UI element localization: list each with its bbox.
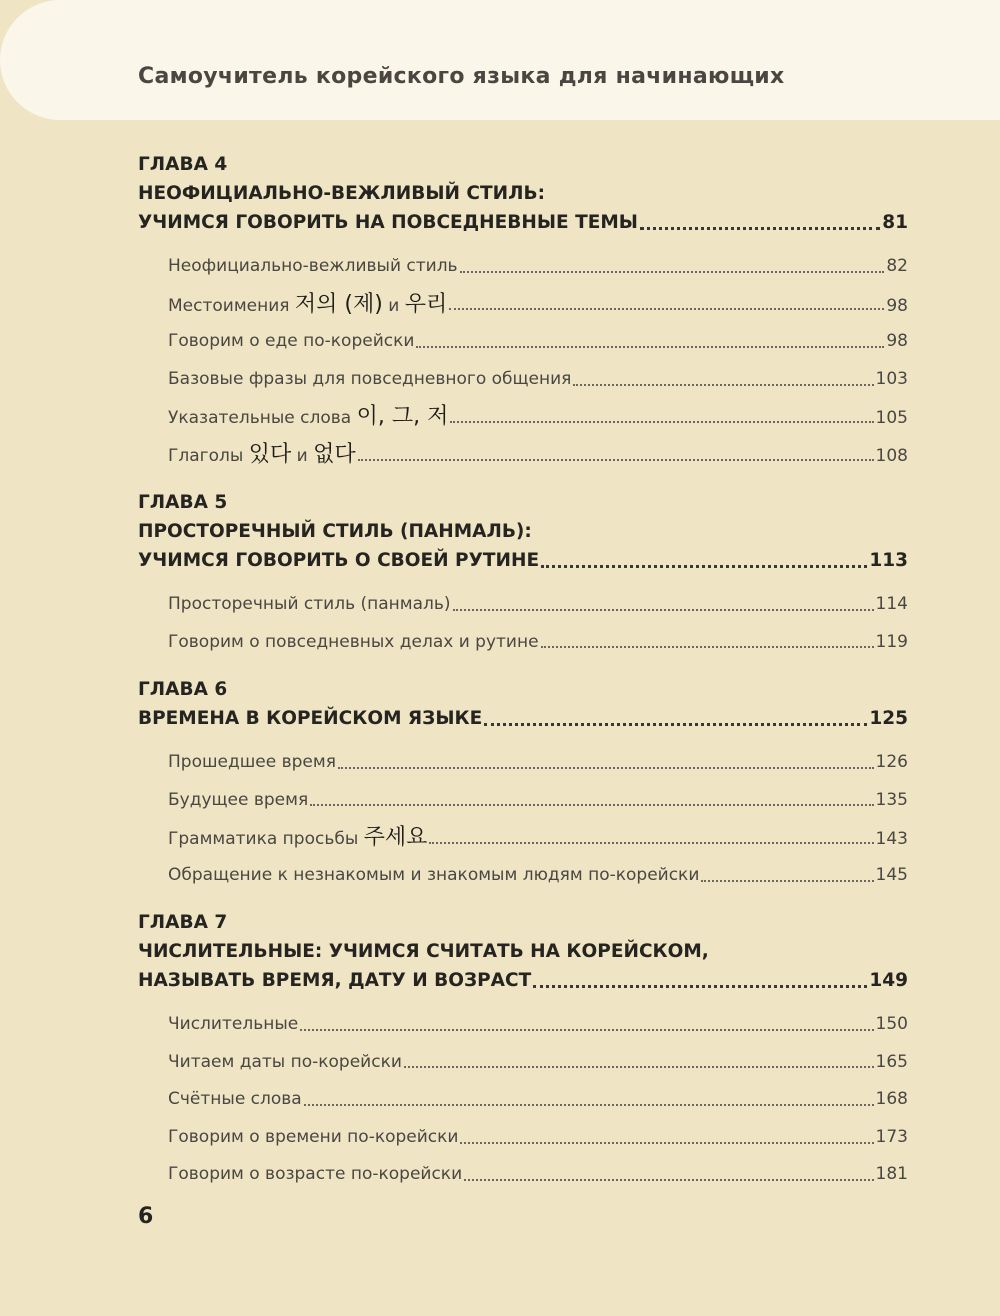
toc-entry-text: Говорим о времени по-корейски	[168, 1126, 459, 1147]
chapter-title-line: НЕОФИЦИАЛЬНО-ВЕЖЛИВЫЙ СТИЛЬ:	[138, 183, 545, 204]
toc-page-number: 82	[886, 256, 908, 276]
chapter-title-entry[interactable]	[138, 704, 908, 733]
toc-entry-title	[168, 744, 336, 782]
toc-entry-title	[168, 1044, 402, 1082]
korean-term: 이, 그, 저	[356, 404, 449, 430]
toc-entry-text: Базовые фразы для повседневного общения	[168, 368, 572, 389]
toc-entry-title	[168, 398, 448, 438]
dot-leader	[429, 842, 873, 844]
toc-entry-title	[168, 361, 571, 399]
toc-entry[interactable]	[138, 586, 908, 624]
toc-entry-text: Читаем даты по-корейски	[168, 1051, 402, 1072]
toc-entry-title	[168, 586, 451, 624]
book-title: Самоучитель корейского языка для начинающих	[138, 64, 785, 89]
toc-entry-title	[168, 323, 414, 361]
dot-leader	[460, 1142, 873, 1144]
toc-entry-title	[168, 857, 699, 895]
toc-entry[interactable]	[138, 1156, 908, 1194]
toc-page-number: 168	[875, 1089, 908, 1110]
korean-term: 우리	[404, 291, 448, 317]
toc-entry-title	[168, 1156, 462, 1194]
toc-entry[interactable]	[138, 1081, 908, 1119]
toc-entry[interactable]	[138, 361, 908, 399]
chapter-title-text: ВРЕМЕНА В КОРЕЙСКОМ ЯЗЫКЕ	[138, 708, 483, 729]
korean-term: 저의 (제)	[294, 291, 383, 317]
toc-entry[interactable]	[138, 857, 908, 895]
toc-entry[interactable]	[138, 286, 908, 324]
toc-page-number: 150	[875, 1014, 908, 1034]
toc-entry-text: Местоимения	[168, 295, 295, 316]
header-band	[0, 0, 1000, 120]
toc-entry-text: Будущее время	[168, 789, 309, 810]
toc-entry-text: Просторечный стиль (панмаль)	[168, 594, 451, 614]
toc-entry-text: Обращение к незнакомым и знакомым людям по-корейски	[168, 864, 700, 885]
toc-entry-title	[168, 248, 458, 286]
toc-page-number: 119	[875, 631, 908, 652]
dot-leader	[460, 271, 885, 273]
toc-entry-title	[168, 436, 356, 476]
dot-leader	[300, 1029, 873, 1031]
toc-entry[interactable]	[138, 248, 908, 286]
toc-page-number: 98	[886, 331, 908, 352]
toc-entry-text: Говорим о возрасте по-корейски	[168, 1164, 463, 1185]
dot-leader	[404, 1066, 874, 1068]
toc-page-number: 181	[875, 1164, 908, 1185]
chapter-title-text: УЧИМСЯ ГОВОРИТЬ О СВОЕЙ РУТИНЕ	[138, 550, 540, 571]
page-number: 6	[138, 1204, 154, 1229]
chapter-label: ГЛАВА 5	[138, 492, 228, 513]
toc-page-number: 173	[875, 1126, 908, 1147]
korean-term: 있다	[248, 441, 292, 467]
dot-leader	[464, 1179, 873, 1181]
dot-leader	[573, 384, 873, 386]
toc-entry-title	[168, 782, 308, 820]
toc-page-number: 103	[875, 368, 908, 389]
toc-entry-conjunction: и	[382, 295, 405, 316]
toc-entry-text: Говорим о еде по-корейски	[168, 331, 415, 352]
dot-leader	[640, 227, 880, 230]
korean-term: 없다	[313, 441, 356, 467]
toc-page-number: 143	[875, 829, 908, 850]
toc-entry-title	[168, 819, 427, 859]
toc-page-number: 135	[875, 789, 908, 810]
dot-leader	[416, 346, 884, 348]
toc-entry-title	[168, 1081, 302, 1119]
toc-entry-title	[168, 1119, 458, 1157]
dot-leader	[453, 609, 874, 611]
toc-entry-text: Числительные	[168, 1014, 299, 1034]
toc-page-number: 126	[875, 752, 908, 772]
dot-leader	[338, 767, 874, 769]
toc-entry-title	[168, 1006, 298, 1044]
chapter-title-entry[interactable]	[138, 966, 908, 995]
chapter-title-entry[interactable]	[138, 546, 908, 575]
section-list	[138, 586, 908, 661]
toc-page-number: 105	[875, 408, 908, 429]
chapter-block	[138, 675, 908, 894]
chapter-title-entry[interactable]	[138, 208, 908, 237]
chapter-block	[138, 908, 908, 1194]
chapter-page-number: 149	[869, 970, 908, 991]
dot-leader	[701, 880, 873, 882]
dot-leader	[484, 723, 867, 726]
chapter-label: ГЛАВА 4	[138, 154, 228, 175]
toc-entry-text: Говорим о повседневных делах и рутине	[168, 631, 539, 652]
chapter-page-number: 125	[869, 708, 908, 729]
toc-page-number: 98	[886, 295, 908, 316]
toc-page-number: 145	[875, 864, 908, 885]
chapter-label: ГЛАВА 7	[138, 912, 228, 933]
chapter-page-number: 81	[882, 212, 908, 233]
toc-page-number: 114	[875, 594, 908, 614]
toc-entry[interactable]	[138, 624, 908, 662]
toc-entry-title	[168, 624, 539, 662]
chapter-title-line: ЧИСЛИТЕЛЬНЫЕ: УЧИМСЯ СЧИТАТЬ НА КОРЕЙСКОМ,	[138, 941, 709, 962]
toc-page-number: 108	[875, 445, 908, 466]
chapter-page-number: 113	[869, 550, 908, 571]
toc-entry[interactable]	[138, 323, 908, 361]
dot-leader	[449, 308, 884, 310]
toc-entry-text: Прошедшее время	[168, 752, 336, 772]
toc-entry-text: Счётные слова	[168, 1089, 302, 1110]
dot-leader	[541, 565, 867, 568]
chapter-block	[138, 150, 908, 474]
toc-entry[interactable]	[138, 819, 908, 857]
toc-entry-text: Неофициально-вежливый стиль	[168, 256, 458, 276]
dot-leader	[533, 985, 867, 988]
dot-leader	[358, 459, 874, 461]
section-list	[138, 248, 908, 474]
korean-term: 주세요	[363, 825, 428, 851]
toc-entry[interactable]	[138, 744, 908, 782]
toc-page-number: 165	[875, 1051, 908, 1072]
toc-entry[interactable]	[138, 782, 908, 820]
toc-entry-conjunction: и	[291, 445, 314, 466]
chapter-title-text: УЧИМСЯ ГОВОРИТЬ НА ПОВСЕДНЕВНЫЕ ТЕМЫ	[138, 212, 638, 233]
chapter-block	[138, 488, 908, 661]
chapter-label: ГЛАВА 6	[138, 679, 228, 700]
dot-leader	[450, 421, 873, 423]
toc-entry[interactable]	[138, 1044, 908, 1082]
dot-leader	[304, 1104, 874, 1106]
toc-entry-text: Глаголы	[168, 445, 249, 466]
toc-entry[interactable]	[138, 436, 908, 474]
chapter-title-line: ПРОСТОРЕЧНЫЙ СТИЛЬ (ПАНМАЛЬ):	[138, 521, 532, 542]
chapter-title-text: НАЗЫВАТЬ ВРЕМЯ, ДАТУ И ВОЗРАСТ	[138, 970, 532, 991]
toc-entry[interactable]	[138, 1006, 908, 1044]
toc-entry-text: Указательные слова	[168, 408, 357, 429]
section-list	[138, 744, 908, 894]
section-list	[138, 1006, 908, 1194]
toc-entry[interactable]	[138, 1119, 908, 1157]
toc-entry-text: Грамматика просьбы	[168, 829, 364, 850]
dot-leader	[310, 804, 873, 806]
dot-leader	[541, 646, 874, 648]
toc-entry-title	[168, 286, 447, 326]
toc-entry[interactable]	[138, 398, 908, 436]
